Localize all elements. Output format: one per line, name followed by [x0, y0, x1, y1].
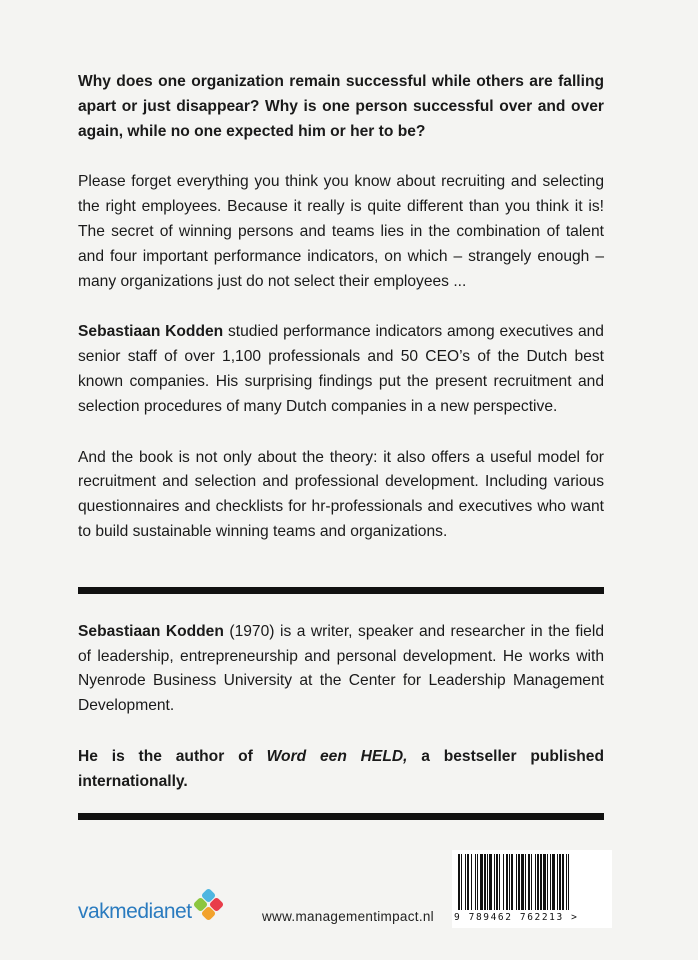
book-title: Word een HELD, — [266, 747, 408, 765]
bio-author-name: Sebastiaan Kodden — [78, 622, 224, 640]
barcode-bar — [535, 854, 536, 910]
barcode-bar — [550, 854, 551, 910]
divider-top — [78, 587, 604, 594]
barcode-bar — [518, 854, 520, 910]
model-paragraph: And the book is not only about the theory: it also offers a useful model for recruitment and selection and professional development. Including various questionnaires and checklists for hr-professionals and executives who want to build sustainable winning teams and organizations. — [78, 448, 604, 540]
author-name: Sebastiaan Kodden — [78, 323, 224, 341]
barcode-bar — [547, 854, 548, 910]
publisher-logo-icon — [195, 890, 223, 918]
barcode-bar — [467, 854, 469, 910]
barcode-bar — [528, 854, 530, 910]
barcode-bar — [559, 854, 561, 910]
isbn-barcode — [452, 850, 612, 928]
barcode-bar — [540, 854, 542, 910]
author-bio — [78, 620, 604, 719]
divider-bottom — [78, 813, 604, 820]
barcode-bar — [506, 854, 508, 910]
barcode-bar — [543, 854, 546, 910]
barcode-bar — [458, 854, 460, 910]
barcode-bar — [494, 854, 495, 910]
barcode-bar — [487, 854, 488, 910]
barcode-bar — [557, 854, 558, 910]
barcode-bar — [521, 854, 524, 910]
barcode-bar — [475, 854, 476, 910]
intro-paragraph: Why does one organization remain successful while others are falling apart or just disappear? Why is one person successful over and over again, while no one expected him or her to be? — [78, 73, 604, 140]
barcode-bar — [465, 854, 466, 910]
barcode-bar — [496, 854, 498, 910]
isbn-number: 9 789462 762213 > — [454, 912, 579, 923]
barcode-icon — [456, 854, 608, 912]
barcode-bar — [566, 854, 567, 910]
barcode-bar — [568, 854, 569, 910]
author-note-suffix: a bestseller published internationally. — [78, 747, 604, 790]
barcode-bar — [484, 854, 486, 910]
author-note — [78, 745, 604, 795]
barcode-bar — [509, 854, 510, 910]
barcode-bar — [552, 854, 555, 910]
publisher-logo — [78, 898, 223, 926]
barcode-bar — [537, 854, 539, 910]
barcode-bar — [477, 854, 478, 910]
barcode-bar — [499, 854, 500, 910]
research-text: studied performance indicators among executives and senior staff of over 1,100 professionals and 50 CEO’s of the Dutch best known companies. His surprising findings put the present recruitment and selection procedures of many Dutch companies in a new perspective. — [78, 323, 604, 415]
research-paragraph — [78, 320, 604, 419]
author-note-prefix: He is the author of — [78, 747, 267, 765]
barcode-bar — [531, 854, 532, 910]
barcode-bar — [489, 854, 492, 910]
barcode-bar — [471, 854, 472, 910]
barcode-bar — [525, 854, 526, 910]
website-url: www.managementimpact.nl — [262, 909, 434, 924]
barcode-bar — [480, 854, 483, 910]
bio-text: (1970) is a writer, speaker and researcher in the field of leadership, entrepreneurship and personal development. He works with Nyenrode Business University at the Center for Leadership Management Development. — [78, 622, 604, 715]
barcode-bar — [516, 854, 517, 910]
back-cover-text — [78, 70, 604, 820]
barcode-bar — [562, 854, 564, 910]
description-paragraph: Please forget everything you think you know about recruiting and selecting the right employees. Because it really is quite different than you think it is! The secret of winning persons and teams lies in the combination of talent and four important performance indicators, on which – strangely enough – many organizations just do not select their employees ... — [78, 173, 604, 290]
barcode-bar — [503, 854, 504, 910]
barcode-bar — [511, 854, 513, 910]
publisher-logo-text: vakmedianet — [78, 900, 192, 923]
barcode-bar — [461, 854, 462, 910]
